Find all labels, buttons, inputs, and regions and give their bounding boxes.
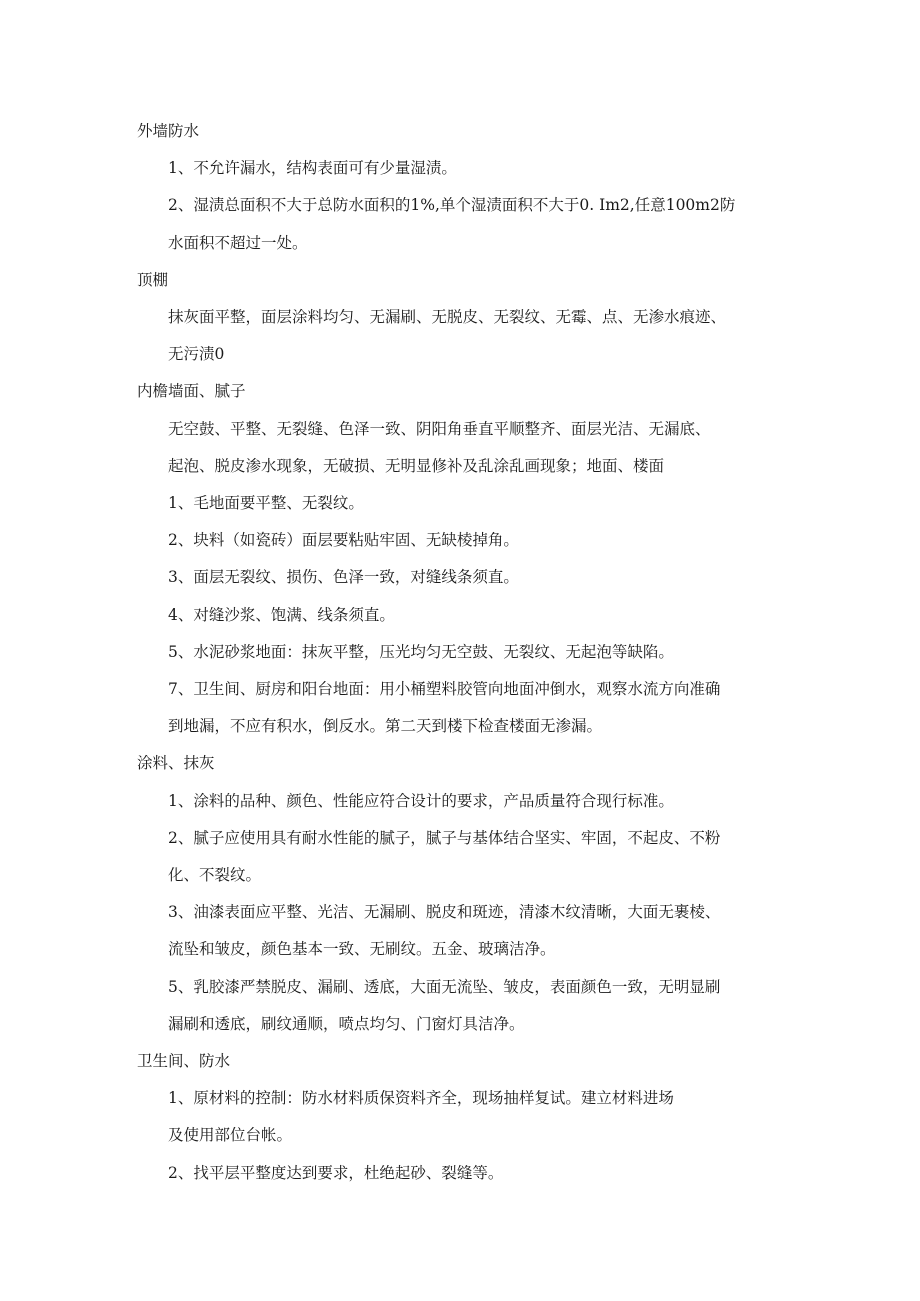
text-line: 1、毛地面要平整、无裂纹。 xyxy=(168,494,364,513)
paragraph xyxy=(137,783,797,820)
paragraph xyxy=(137,820,797,894)
paragraph xyxy=(137,894,797,968)
text-line: 水面积不超过一处。 xyxy=(168,233,308,252)
text-line: 4、对缝沙浆、饱满、线条须直。 xyxy=(168,605,395,624)
paragraph xyxy=(137,969,797,1043)
text-line: 1、涂料的品种、颜色、性能应符合设计的要求，产品质量符合现行标准。 xyxy=(168,791,674,810)
paragraph xyxy=(137,597,797,634)
text-line: 无空鼓、平整、无裂缝、色泽一致、阴阳角垂直平顺整齐、面层光洁、无漏底、 xyxy=(168,419,711,438)
text-line: 到地漏，不应有积水，倒反水。第二天到楼下检查楼面无渗漏。 xyxy=(168,717,603,736)
paragraph xyxy=(137,150,797,187)
paragraph xyxy=(137,559,797,596)
section-heading: 外墙防水 xyxy=(137,122,200,140)
text-line: 5、乳胶漆严禁脱皮、漏刷、透底，大面无流坠、皱皮，表面颜色一致，无明显刷 xyxy=(168,977,721,996)
text-line: 流坠和皱皮，颜色基本一致、无刷纹。五金、玻璃洁净。 xyxy=(168,940,556,959)
paragraph xyxy=(137,1080,797,1154)
document-body xyxy=(137,113,797,1192)
paragraph xyxy=(137,187,797,261)
text-line: 2、湿渍总面积不大于总防水面积的1%,单个湿渍面积不大于0. Im2,任意100m2防 xyxy=(168,196,736,215)
section-heading: 卫生间、防水 xyxy=(137,1052,231,1071)
text-line: 2、块料（如瓷砖）面层要粘贴牢固、无缺棱掉角。 xyxy=(168,531,519,550)
text-line: 3、油漆表面应平整、光洁、无漏刷、脱皮和斑迹，清漆木纹清晰，大面无裹棱、 xyxy=(168,903,721,922)
text-line: 抹灰面平整，面层涂料均匀、无漏刷、无脱皮、无裂纹、无霉、点、无渗水痕迹、 xyxy=(168,308,727,327)
text-line: 及使用部位台帐。 xyxy=(168,1126,293,1145)
paragraph xyxy=(137,1155,797,1192)
paragraph xyxy=(137,411,797,485)
text-line: 2、找平层平整度达到要求，杜绝起砂、裂缝等。 xyxy=(168,1163,504,1182)
text-line: 3、面层无裂纹、损伤、色泽一致，对缝线条须直。 xyxy=(168,568,519,587)
text-line: 1、不允许漏水，结构表面可有少量湿渍。 xyxy=(168,159,457,178)
text-line: 漏刷和透底，刷纹通顺，喷点均匀、门窗灯具洁净。 xyxy=(168,1014,525,1033)
text-line: 起泡、脱皮渗水现象，无破损、无明显修补及乱涂乱画现象；地面、楼面 xyxy=(168,456,665,475)
section-heading: 涂料、抹灰 xyxy=(137,754,215,773)
paragraph xyxy=(137,299,797,373)
text-line: 1、原材料的控制：防水材料质保资料齐全，现场抽样复试。建立材料进场 xyxy=(168,1089,674,1108)
section-heading: 内檐墙面、腻子 xyxy=(137,382,246,401)
paragraph xyxy=(137,485,797,522)
text-line: 2、腻子应使用具有耐水性能的腻子，腻子与基体结合坚实、牢固，不起皮、不粉 xyxy=(168,828,721,847)
paragraph xyxy=(137,522,797,559)
section-heading: 顶棚 xyxy=(137,270,169,289)
paragraph xyxy=(137,634,797,671)
text-line: 5、水泥砂浆地面：抹灰平整，压光均匀无空鼓、无裂纹、无起泡等缺陷。 xyxy=(168,642,674,661)
text-line: 化、不裂纹。 xyxy=(168,866,262,885)
text-line: 无污渍0 xyxy=(168,345,225,364)
paragraph xyxy=(137,671,797,745)
text-line: 7、卫生间、厨房和阳台地面：用小桶塑料胶管向地面冲倒水，观察水流方向准确 xyxy=(168,680,721,699)
